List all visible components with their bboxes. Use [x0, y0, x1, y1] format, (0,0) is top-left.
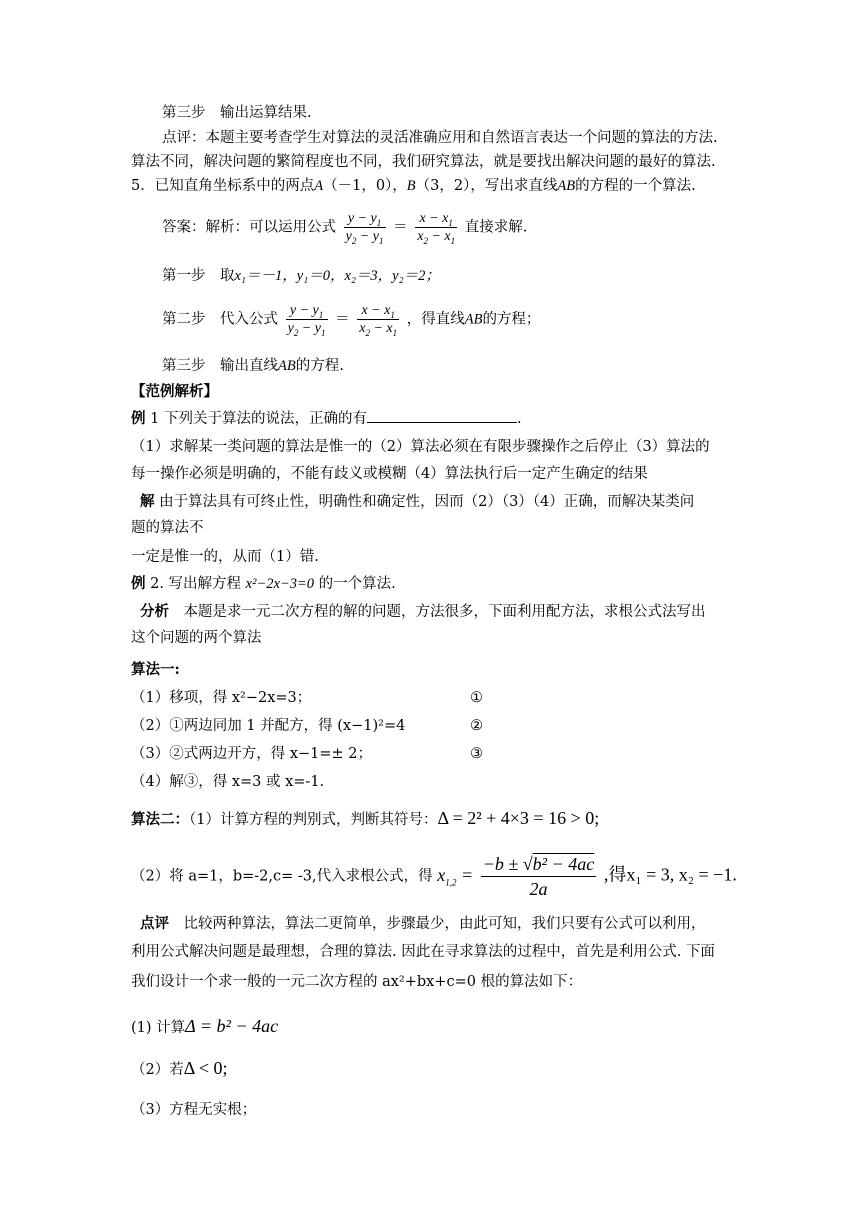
example-2: 例 2. 写出解方程 x²−2x−3=0 的一个算法. — [131, 575, 396, 592]
review-cont-1: 利用公式解决问题是最理想，合理的算法. 因此在寻求算法的过程中，首先是利用公式. 下面 — [131, 944, 715, 960]
example-1-options: （1）求解某一类问题的算法是惟一的（2）算法必须在有限步骤操作之后停止（3）算法的 — [131, 439, 710, 455]
algorithm-1-step-4: （4）解③，得 x=3 或 x=-1. — [131, 774, 325, 790]
line-step2: 第二步 代入公式 $\frac{y - y_1}{y_2 - y_1}$ ＝ $\frac{x - x_1}{x_2 - x_1}$ ，得直线AB的方程； — [162, 303, 541, 338]
answer-blank[interactable] — [367, 408, 517, 423]
review-cont-2: 我们设计一个求一般的一元二次方程的 ax²+bx+c=0 根的算法如下： — [131, 974, 583, 990]
solution-1-end: 一定是惟一的，从而（1）错. — [131, 549, 319, 565]
algorithm-2-step-2: （2）将 a=1，b=-2,c= -3,代入求根公式，得 $x_{1,2}$ = $\frac{\text{−b ± √b² − 4ac}}{2a}$ ,得x₁ = 3, x₂ = −1. — [131, 854, 737, 899]
two-point-formula-left: $\frac{y - y_1}{y_2 - y_1}$ — [345, 211, 384, 246]
line-answer: 答案：解析：可以运用公式 $\frac{y - y_1}{y_2 - y_1}$ ＝ $\frac{x - x_1}{x_2 - x_1}$ 直接求解. — [162, 211, 528, 246]
general-step-3: （3）方程无实根； — [131, 1102, 257, 1118]
line-comment-cont: 算法不同，解决问题的繁简程度也不同，我们研究算法，就是要找出解决问题的最好的算法. — [131, 154, 716, 170]
equation-marker-2: ② — [470, 718, 483, 734]
line-comment: 点评：本题主要考查学生对算法的灵活准确应用和自然语言表达一个问题的算法的方法. — [162, 130, 718, 146]
line-problem-5: 5．已知直角坐标系中的两点A（－1，0），B（3，2），写出求直线AB的方程的一个算法. — [131, 178, 696, 194]
algorithm-1-step-3: （3）②式两边开方，得 x−1=± 2； — [131, 746, 373, 762]
line-step1: 第一步 取x₁＝－1，y₁＝0，x₂＝3，y₂＝2； — [162, 268, 440, 284]
general-step-1: (1) 计算Δ = b² − 4ac — [131, 1016, 279, 1036]
quadratic-formula: $\frac{\text{−b ± √b² − 4ac}}{2a}$ — [482, 854, 595, 899]
algorithm-1-title: 算法一: — [131, 661, 180, 678]
example-1: 例 1 下列关于算法的说法，正确的有 . — [131, 410, 522, 427]
example-1-options-cont: 每一操作必须是明确的，不能有歧义或模糊（4）算法执行后一定产生确定的结果 — [131, 466, 648, 482]
formula-left: $\frac{y - y_1}{y_2 - y_1}$ — [287, 303, 326, 338]
analysis-cont: 这个问题的两个算法 — [131, 630, 262, 646]
algorithm-1-step-2: （2）①两边同加 1 并配方，得 (x−1)²=4 — [131, 718, 406, 734]
equation-marker-3: ③ — [470, 746, 483, 762]
general-step-2: （2）若Δ < 0; — [131, 1058, 228, 1078]
two-point-formula-right: $\frac{x - x_1}{x_2 - x_1}$ — [417, 211, 456, 246]
equation-marker-1: ① — [470, 690, 483, 706]
analysis: 分析 本题是求一元二次方程的解的问题，方法很多，下面利用配方法，求根公式法写出 — [140, 603, 706, 620]
solution-1-cont: 题的算法不 — [131, 520, 204, 536]
formula-right: $\frac{x - x_1}{x_2 - x_1}$ — [359, 303, 398, 338]
section-heading: 【范例解析】 — [131, 383, 218, 400]
line-step3-output: 第三步 输出运算结果. — [162, 105, 312, 121]
solution-1: 解 由于算法具有可终止性，明确性和确定性，因而（2）（3）（4）正确，而解决某类问 — [140, 493, 695, 510]
algorithm-1-step-1: （1）移项，得 x²−2x=3； — [131, 690, 312, 706]
review: 点评 比较两种算法，算法二更简单，步骤最少，由此可知，我们只要有公式可以利用， — [140, 915, 706, 932]
algorithm-2-step-1: 算法二：（1）计算方程的判别式，判断其符号：Δ = 2² + 4×3 = 16 > 0; — [131, 808, 600, 828]
line-step3: 第三步 输出直线AB的方程. — [162, 358, 344, 374]
